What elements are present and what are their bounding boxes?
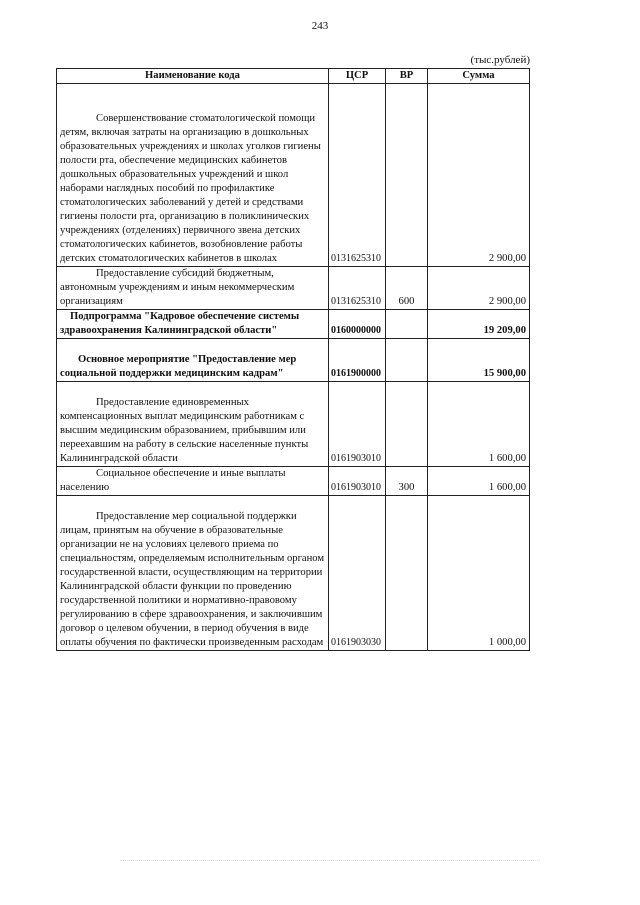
row-csr: 0131625310 [329,267,386,310]
row-name-cell [57,267,329,310]
row-name-cell [57,339,329,382]
row-name: Совершенствование стоматологической помощи детям, включая затраты на организацию в дошкольных образовательных учреждениях и школах уголков гигиены полости рта, обеспечение медицинских кабинетов дошкольных образовательных учреждений и школ наборами наглядных пособий по профилактике стоматологических заболеваний у детей и средствами гигиены полости рта, организацию в поликлинических учреждениях (отделениях) первичного звена детских стоматологических кабинетов, возобновление работы детских стоматологических кабинетов в школах [60,113,321,264]
table-header-row [57,69,530,84]
row-sum: 1 000,00 [428,496,530,651]
footer-scan-artifact [120,860,540,861]
page-number: 243 [311,20,329,32]
table-row [57,496,530,651]
row-vr: 600 [386,267,428,310]
row-vr [386,339,428,382]
row-csr: 0161900000 [329,339,386,382]
row-vr [386,382,428,467]
table-row [57,310,530,339]
header-csr: ЦСР [329,69,386,84]
row-csr: 0160000000 [329,310,386,339]
row-csr: 0161903030 [329,496,386,651]
row-sum: 1 600,00 [428,382,530,467]
row-sum: 1 600,00 [428,467,530,496]
row-csr: 0131625310 [329,84,386,267]
row-vr: 300 [386,467,428,496]
row-vr [386,84,428,267]
row-name: Основное мероприятие "Предоставление мер социальной поддержки медицинским кадрам" [60,354,297,379]
row-csr: 0161903010 [329,467,386,496]
row-name: Предоставление субсидий бюджетным, автономным учреждениям и иным некоммерческим организациям [60,268,295,307]
row-name: Социальное обеспечение и иные выплаты населению [60,468,286,493]
row-name-cell [57,467,329,496]
table-row [57,467,530,496]
row-vr [386,496,428,651]
row-vr [386,310,428,339]
row-sum: 2 900,00 [428,267,530,310]
table-row [57,382,530,467]
table-row [57,84,530,267]
row-name-cell [57,382,329,467]
row-sum: 19 209,00 [428,310,530,339]
row-name: Предоставление мер социальной поддержки лицам, принятым на обучение в образовательные организации не на условиях целевого приема по специальностям, определяемым исполнительным органом государственной власти, осуществляющим на территории Калининградской области функции по проведению государственной политики и нормативно-правовому регулированию в сфере здравоохранения, и заключившим договор о целевом обучении, в период обучения в виде оплаты обучения по фактически произведенным расходам [60,511,325,648]
row-csr: 0161903010 [329,382,386,467]
header-sum: Сумма [428,69,530,84]
row-name-cell [57,496,329,651]
units-label: (тыс.рублей) [470,54,530,66]
table-row [57,339,530,382]
row-name-cell [57,310,329,339]
table-row [57,267,530,310]
row-name: Предоставление единовременных компенсационных выплат медицинским работникам с высшим медицинским образованием, прибывшим или переехавшим на работу в сельские населенные пункты Калининградской области [60,397,309,464]
row-name-cell [57,84,329,267]
budget-table [56,68,530,651]
header-name: Наименование кода [57,69,329,84]
row-name: Подпрограмма "Кадровое обеспечение системы здравоохранения Калининградской области" [60,311,300,336]
row-sum: 15 900,00 [428,339,530,382]
row-sum: 2 900,00 [428,84,530,267]
header-vr: ВР [386,69,428,84]
